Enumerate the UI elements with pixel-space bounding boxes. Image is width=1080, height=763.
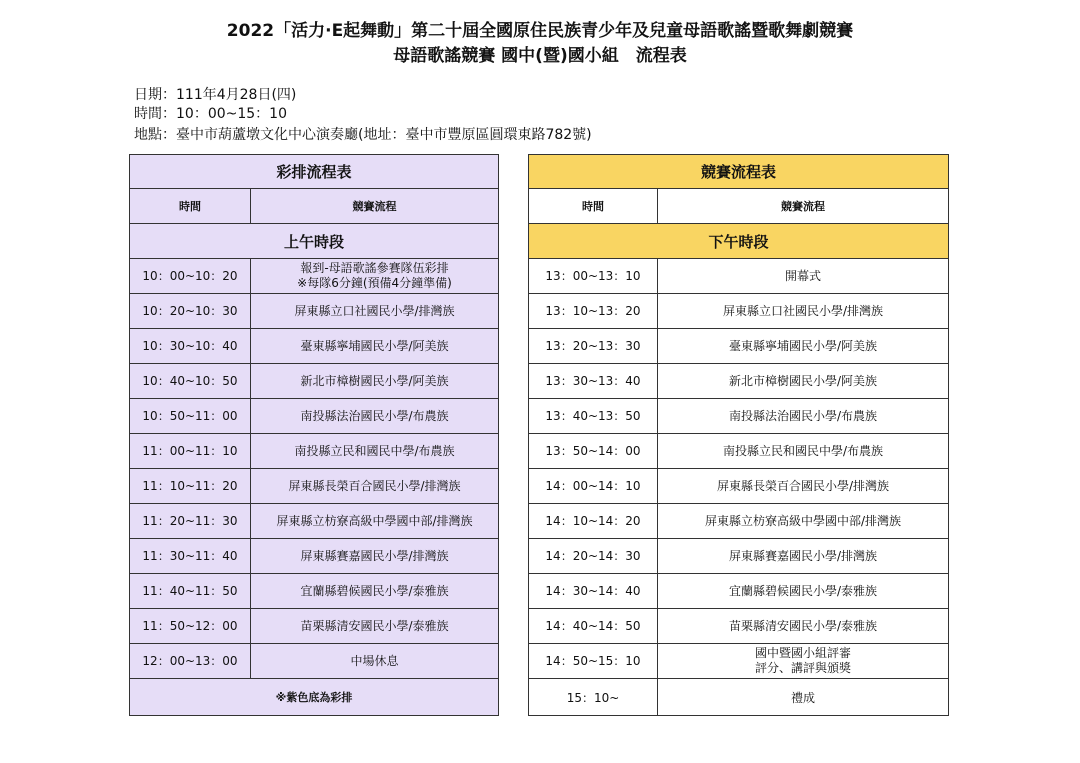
table-row	[529, 259, 949, 294]
contest-col-time-header: 時間	[529, 189, 658, 224]
document-title: 2022「活力·E起舞動」第二十屆全國原住民族青少年及兒童母語歌謠暨歌舞劇競賽	[226, 21, 854, 41]
row-flow-line: 國中暨國小組評審	[755, 646, 852, 660]
row-flow	[658, 539, 949, 574]
table-row	[529, 364, 949, 399]
row-flow-line: 屏東縣賽嘉國民小學/排灣族	[728, 548, 878, 563]
row-time: 14：20~14：30	[529, 539, 658, 574]
row-time: 13：20~13：30	[529, 329, 658, 364]
row-flow-line: 南投縣法治國民小學/布農族	[300, 408, 449, 423]
row-flow-line: 南投縣立民和國民中學/布農族	[722, 443, 884, 458]
rehearsal-footer-note: ※紫色底為彩排	[130, 679, 499, 716]
row-time: 11：10~11：20	[130, 469, 251, 504]
table-row	[130, 399, 499, 434]
row-flow-line: 屏東縣立口社國民小學/排灣族	[294, 303, 455, 318]
table-row	[529, 644, 949, 679]
row-flow-line: 屏東縣長榮百合國民小學/排灣族	[716, 478, 890, 493]
row-flow-line: 宜蘭縣碧候國民小學/泰雅族	[300, 583, 449, 598]
rehearsal-col-flow-header: 競賽流程	[251, 189, 499, 224]
row-time: 13：40~13：50	[529, 399, 658, 434]
row-flow-line: 屏東縣立枋寮高級中學國中部/排灣族	[704, 513, 902, 528]
row-flow	[658, 259, 949, 294]
row-flow	[251, 434, 499, 469]
row-flow-line: 評分、講評與頒獎	[755, 661, 852, 675]
contest-footer-row	[529, 679, 949, 716]
row-time: 14：10~14：20	[529, 504, 658, 539]
row-flow-line: 新北市樟樹國民小學/阿美族	[728, 373, 878, 388]
row-flow-line: 南投縣法治國民小學/布農族	[728, 408, 878, 423]
row-flow	[658, 329, 949, 364]
table-row	[130, 259, 499, 294]
row-time: 11：30~11：40	[130, 539, 251, 574]
row-flow	[658, 469, 949, 504]
rehearsal-footer-row	[130, 679, 499, 716]
table-row	[529, 609, 949, 644]
table-row	[529, 574, 949, 609]
row-flow-line: 報到-母語歌謠參賽隊伍彩排	[300, 261, 449, 275]
row-flow-line: 新北市樟樹國民小學/阿美族	[300, 373, 449, 388]
row-flow	[251, 574, 499, 609]
row-flow-line: 南投縣立民和國民中學/布農族	[294, 443, 455, 458]
row-time: 11：40~11：50	[130, 574, 251, 609]
row-flow	[658, 294, 949, 329]
row-flow	[251, 644, 499, 679]
table-row	[529, 539, 949, 574]
row-flow-line: 宜蘭縣碧候國民小學/泰雅族	[728, 583, 878, 598]
table-row	[130, 609, 499, 644]
row-time: 11：20~11：30	[130, 504, 251, 539]
contest-footer-time: 15：10~	[529, 679, 658, 716]
row-flow	[658, 574, 949, 609]
event-date: 日期：111年4月28日(四)	[134, 87, 297, 103]
row-flow	[251, 259, 499, 294]
row-time: 13：30~13：40	[529, 364, 658, 399]
table-row	[130, 294, 499, 329]
row-time: 12：00~13：00	[130, 644, 251, 679]
row-flow	[251, 609, 499, 644]
rehearsal-section-morning: 上午時段	[130, 224, 499, 259]
contest-table-title: 競賽流程表	[529, 155, 949, 189]
table-row	[529, 434, 949, 469]
row-flow-line: 屏東縣長榮百合國民小學/排灣族	[288, 478, 461, 493]
row-flow	[658, 504, 949, 539]
row-flow	[658, 609, 949, 644]
document-subtitle: 母語歌謠競賽 國中(暨)國小組 流程表	[393, 46, 687, 66]
row-time: 10：50~11：00	[130, 399, 251, 434]
row-flow	[251, 539, 499, 574]
row-time: 14：00~14：10	[529, 469, 658, 504]
table-row	[130, 644, 499, 679]
table-row	[130, 434, 499, 469]
row-flow-line: 臺東縣寧埔國民小學/阿美族	[300, 338, 449, 353]
table-row	[529, 469, 949, 504]
rehearsal-table-title: 彩排流程表	[130, 155, 499, 189]
row-flow-line: 屏東縣立枋寮高級中學國中部/排灣族	[276, 513, 473, 528]
row-time: 10：00~10：20	[130, 259, 251, 294]
table-row	[130, 364, 499, 399]
row-time: 10：20~10：30	[130, 294, 251, 329]
row-flow-line: 開幕式	[785, 268, 822, 283]
row-time: 10：30~10：40	[130, 329, 251, 364]
table-row	[529, 504, 949, 539]
row-flow	[658, 399, 949, 434]
table-row	[130, 469, 499, 504]
row-time: 14：40~14：50	[529, 609, 658, 644]
row-flow-line: 苗栗縣清安國民小學/泰雅族	[300, 618, 449, 633]
row-time: 11：00~11：10	[130, 434, 251, 469]
row-flow	[658, 434, 949, 469]
rehearsal-col-time-header: 時間	[130, 189, 251, 224]
row-time: 13：10~13：20	[529, 294, 658, 329]
table-row	[130, 329, 499, 364]
row-flow-line: 苗栗縣清安國民小學/泰雅族	[728, 618, 878, 633]
event-time: 時間：10：00~15：10	[134, 106, 287, 122]
row-flow-line: 屏東縣賽嘉國民小學/排灣族	[300, 548, 449, 563]
row-time: 13：50~14：00	[529, 434, 658, 469]
row-time: 11：50~12：00	[130, 609, 251, 644]
row-flow	[251, 364, 499, 399]
table-row	[529, 329, 949, 364]
row-flow	[251, 469, 499, 504]
row-flow-line: ※每隊6分鐘(預備4分鐘準備)	[297, 276, 452, 290]
row-time: 14：30~14：40	[529, 574, 658, 609]
row-flow	[251, 329, 499, 364]
table-row	[130, 539, 499, 574]
rehearsal-schedule-table	[129, 154, 499, 716]
table-row	[130, 504, 499, 539]
table-row	[529, 294, 949, 329]
row-flow	[251, 504, 499, 539]
table-row	[130, 574, 499, 609]
contest-section-afternoon: 下午時段	[529, 224, 949, 259]
contest-footer-flow: 禮成	[658, 679, 949, 716]
contest-col-flow-header: 競賽流程	[658, 189, 949, 224]
row-flow-line: 屏東縣立口社國民小學/排灣族	[722, 303, 884, 318]
event-location: 地點：臺中市葫蘆墩文化中心演奏廳(地址：臺中市豐原區圓環東路782號)	[134, 127, 592, 143]
row-flow-line: 中場休息	[350, 653, 399, 668]
row-flow	[658, 364, 949, 399]
row-flow-line: 臺東縣寧埔國民小學/阿美族	[728, 338, 878, 353]
row-time: 13：00~13：10	[529, 259, 658, 294]
row-flow	[251, 399, 499, 434]
row-flow	[658, 644, 949, 679]
contest-schedule-table	[528, 154, 949, 716]
row-time: 14：50~15：10	[529, 644, 658, 679]
row-flow	[251, 294, 499, 329]
table-row	[529, 399, 949, 434]
row-time: 10：40~10：50	[130, 364, 251, 399]
